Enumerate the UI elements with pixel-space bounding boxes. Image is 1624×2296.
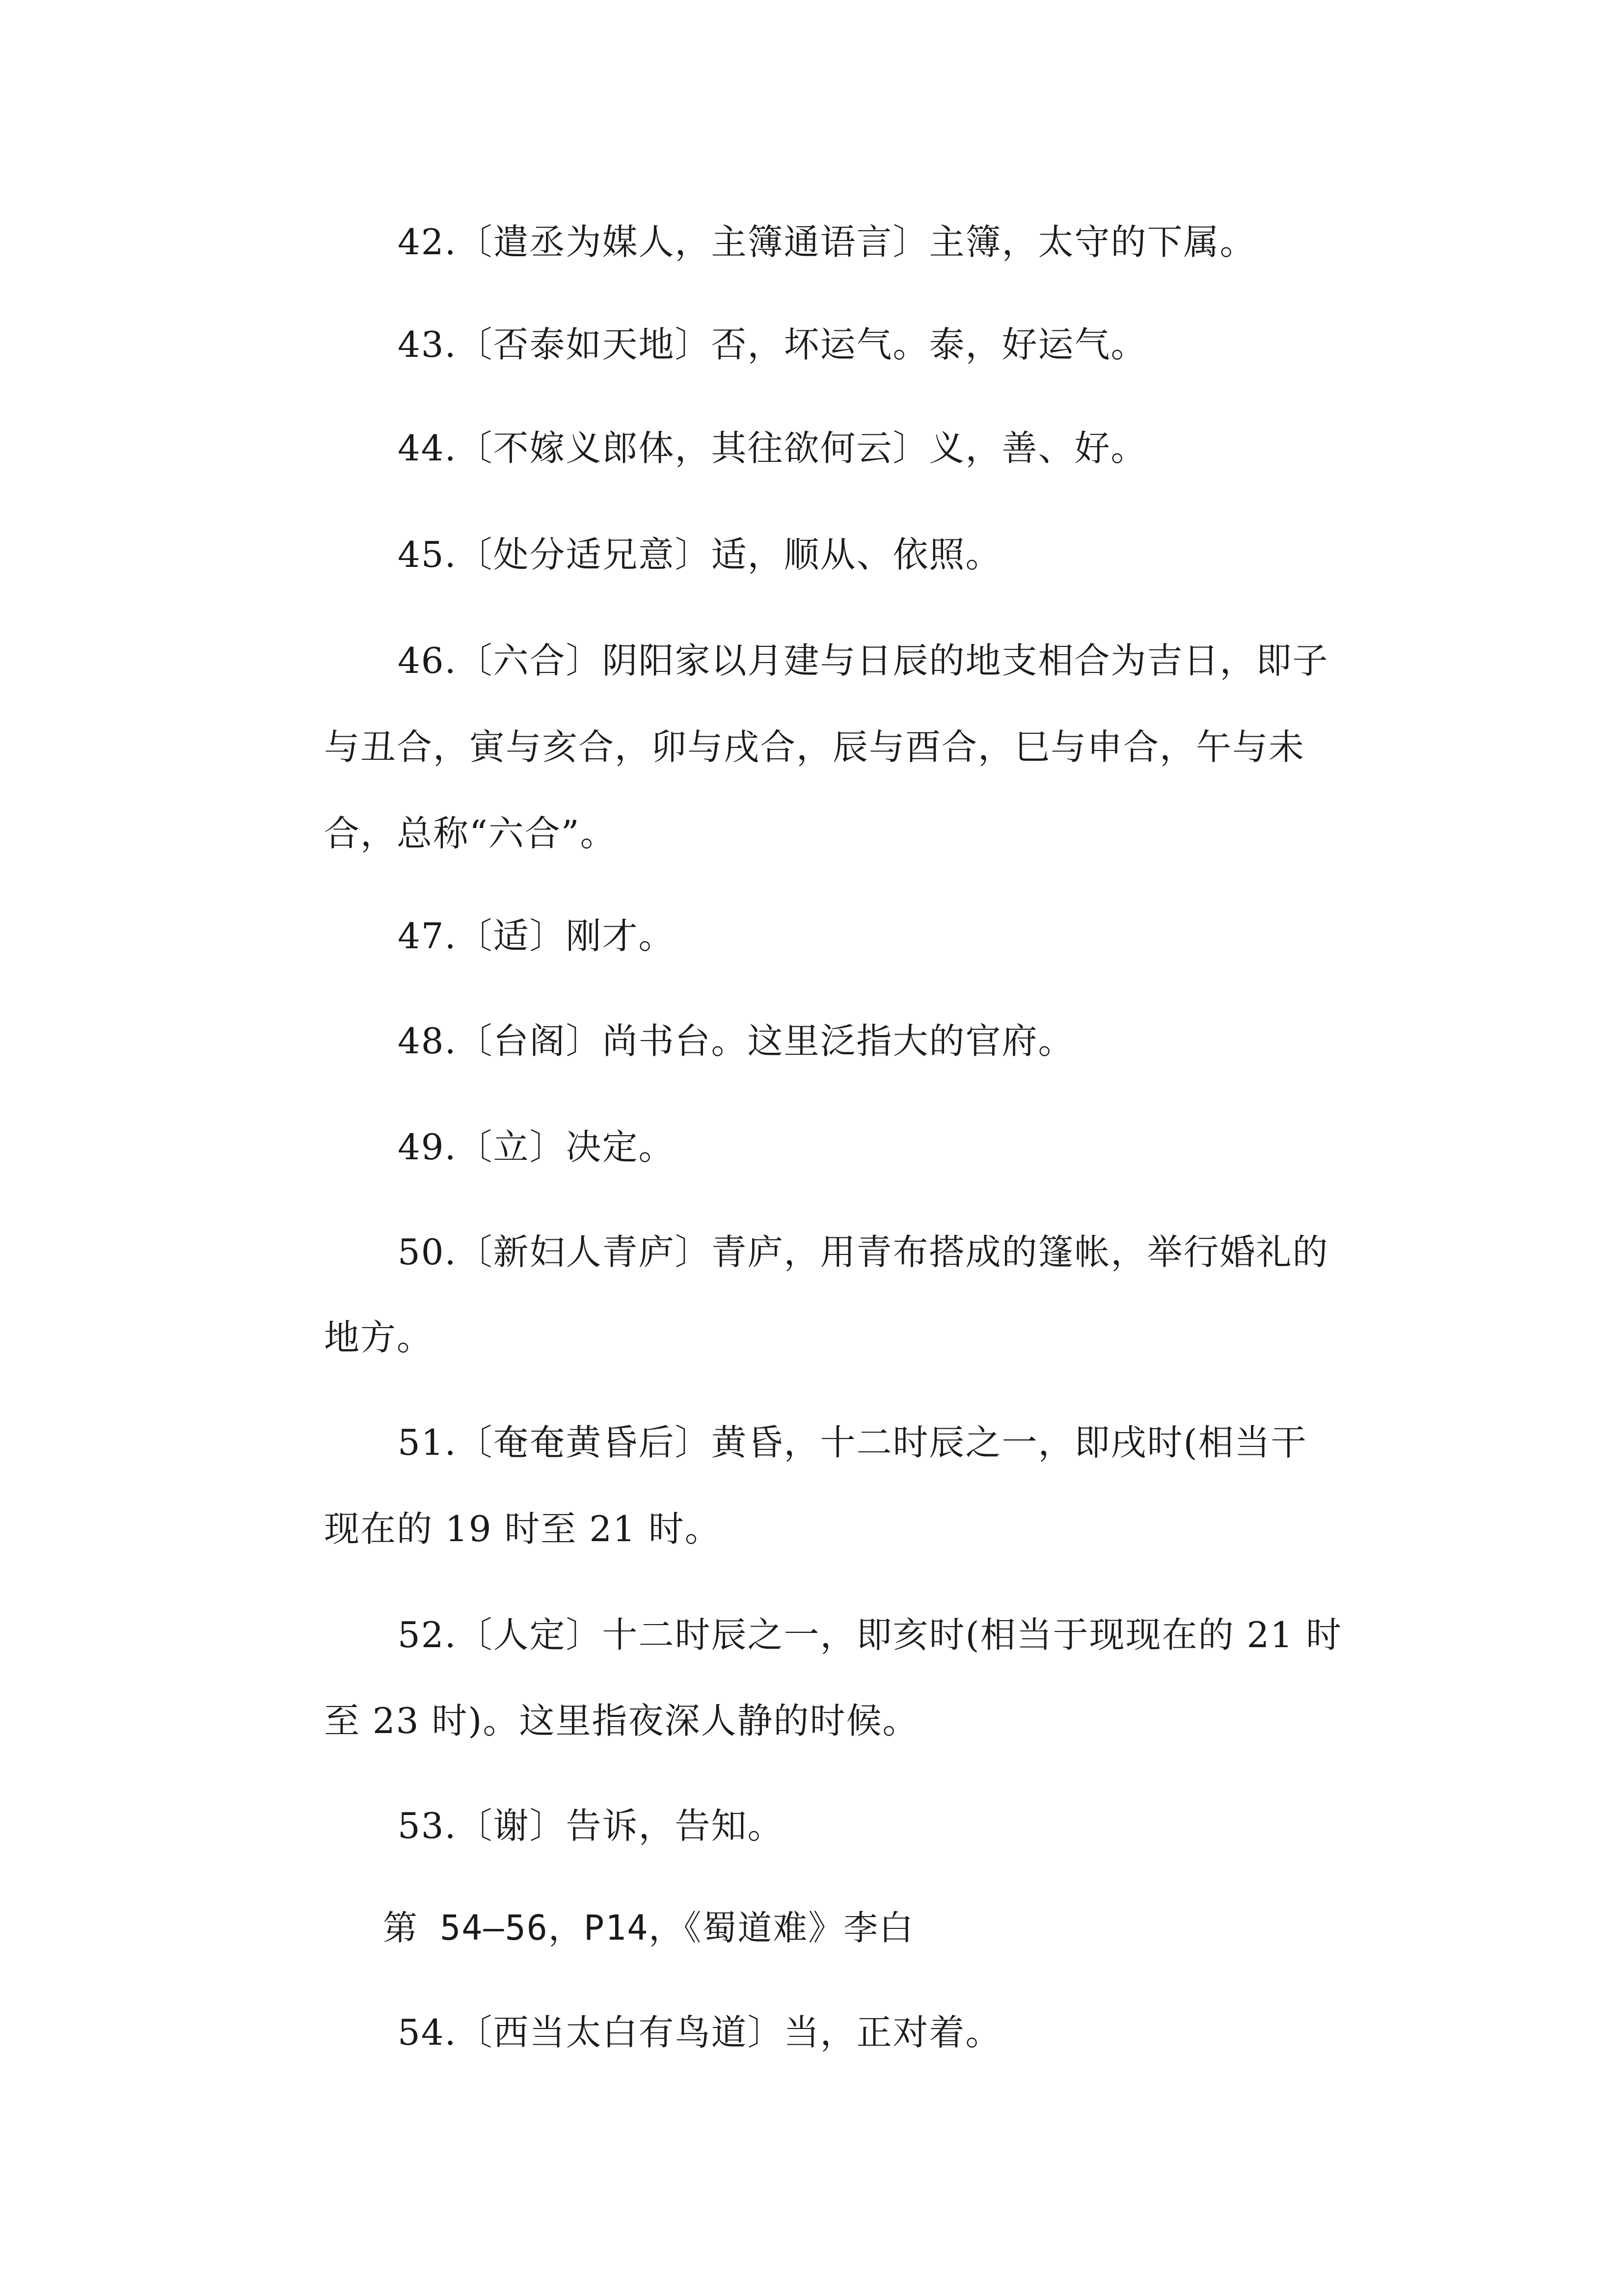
note-51-line-2: 现在的 19 时至 21 时。 [324, 1508, 721, 1549]
note-50-line-2: 地方。 [324, 1317, 433, 1358]
note-50-line-1: 50.〔新妇人青庐〕青庐，用青布搭成的篷帐，举行婚礼的 [398, 1231, 1329, 1273]
note-46-line-2: 与丑合，寅与亥合，卯与戌合，辰与酉合，巳与申合，午与未 [324, 726, 1305, 768]
note-44-line-1: 44.〔不嫁义郎体，其往欲何云〕义，善、好。 [398, 427, 1147, 469]
note-47-line-1: 47.〔适〕刚才。 [398, 915, 675, 957]
note-46-line-1: 46.〔六合〕阴阳家以月建与日辰的地支相合为吉日，即子 [398, 640, 1329, 681]
note-52-line-2: 至 23 时)。这里指夜深人静的时候。 [324, 1700, 919, 1741]
note-54-line-1: 54.〔西当太白有鸟道〕当，正对着。 [398, 2012, 1002, 2053]
note-45-line-1: 45.〔处分适兄意〕适，顺从、依照。 [398, 534, 1002, 575]
note-52-line-1: 52.〔人定〕十二时辰之一，即亥时(相当于现现在的 21 时 [398, 1614, 1342, 1655]
note-53-line-1: 53.〔谢〕告诉，告知。 [398, 1805, 784, 1846]
note-43-line-1: 43.〔否泰如天地〕否，坏运气。泰，好运气。 [398, 324, 1147, 365]
note-42-line-1: 42.〔遣丞为媒人，主簿通语言〕主簿，太守的下属。 [398, 221, 1256, 263]
note-49-line-1: 49.〔立〕决定。 [398, 1126, 675, 1168]
note-51-line-1: 51.〔奄奄黄昏后〕黄昏，十二时辰之一，即戌时(相当干 [398, 1422, 1307, 1463]
section-heading: 第 54—56，P14，《蜀道难》李白 [383, 1908, 915, 1948]
note-48-line-1: 48.〔台阁〕尚书台。这里泛指大的官府。 [398, 1020, 1075, 1062]
note-46-line-3: 合，总称“六合”。 [324, 813, 617, 854]
